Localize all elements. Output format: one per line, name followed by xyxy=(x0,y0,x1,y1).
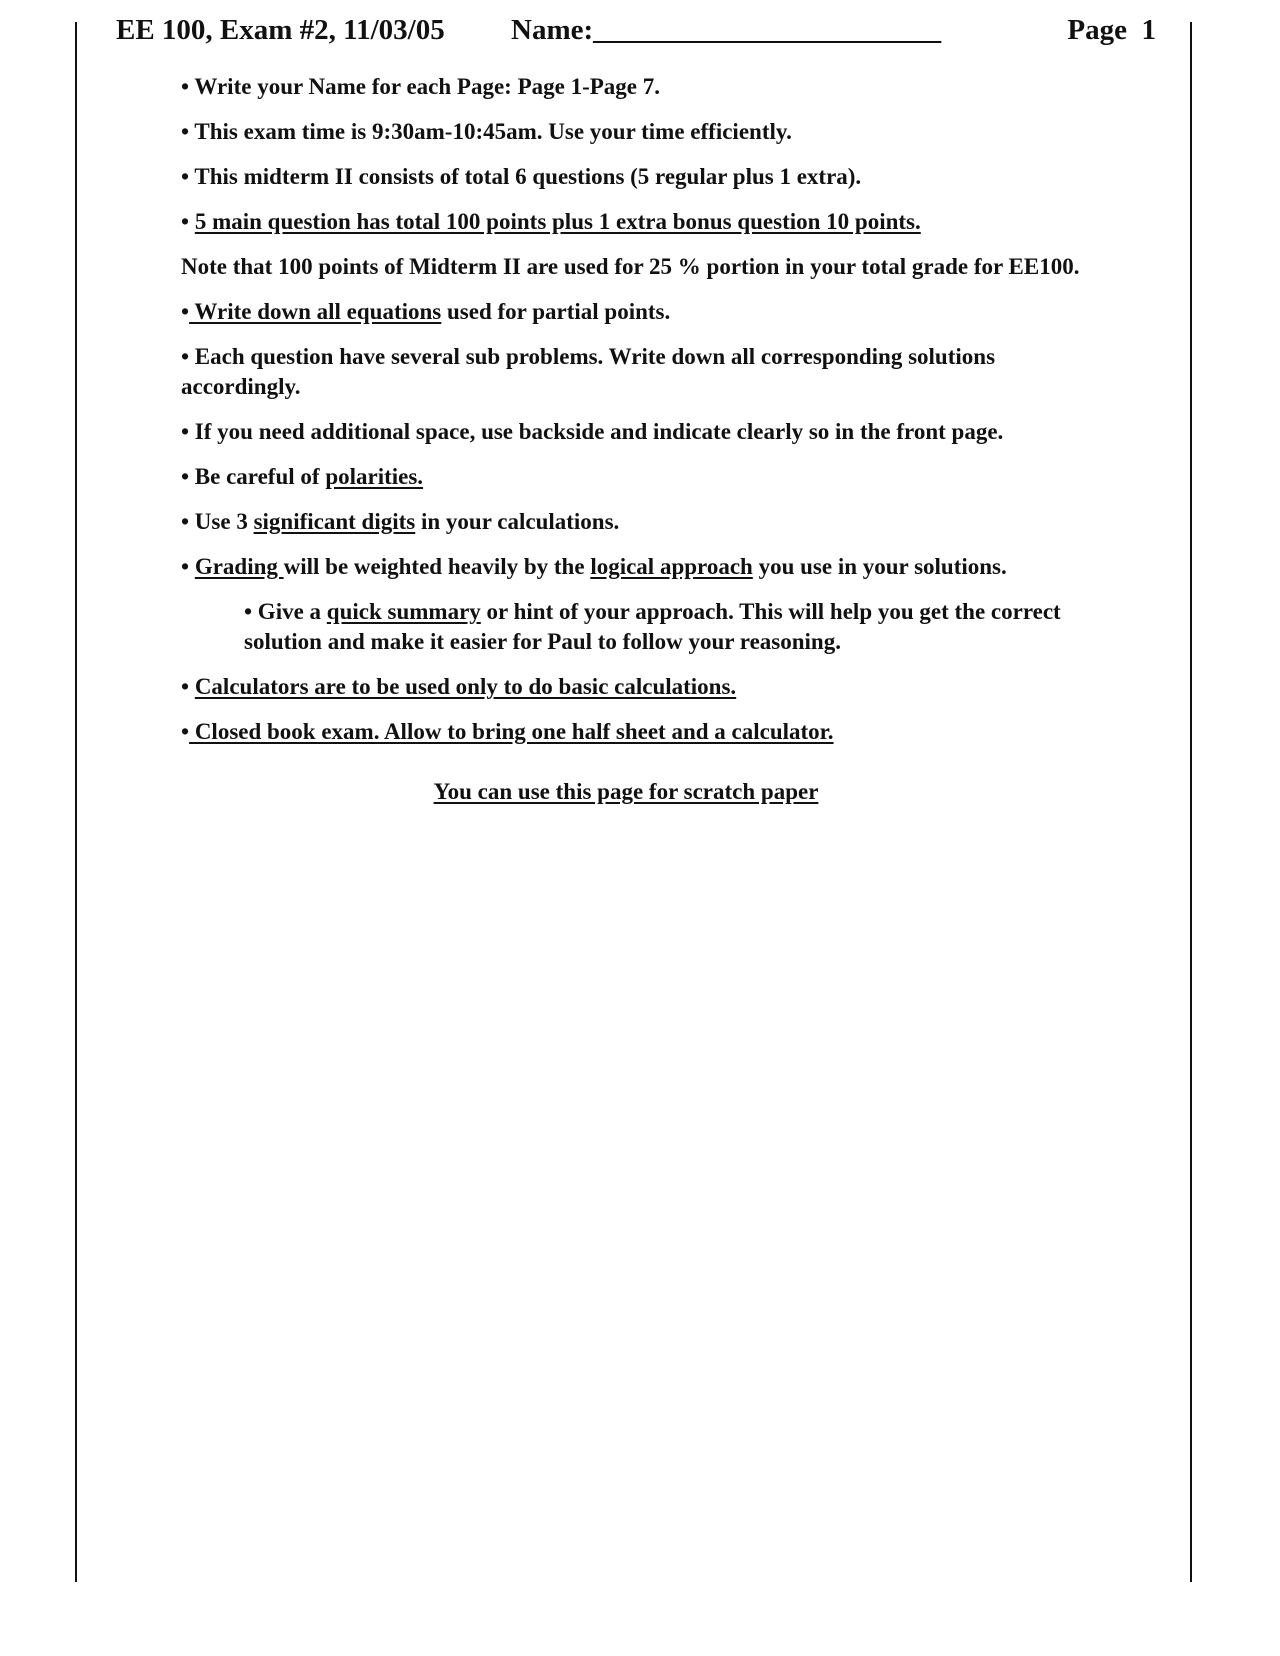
bullet: • xyxy=(181,554,195,579)
grading-text: will be weighted heavily by the xyxy=(283,554,591,579)
closed-book-underlined-text: Closed book exam. Allow to bring one half sheet and a calculator. xyxy=(189,719,834,744)
points-underlined-text: 5 main question has total 100 points plus 1 extra bonus question 10 points. xyxy=(194,209,921,234)
instruction-questions-count: • This midterm II consists of total 6 questions (5 regular plus 1 extra). xyxy=(181,164,862,189)
equations-underlined-text: Write down all equations xyxy=(189,299,442,324)
bullet: • xyxy=(181,674,195,699)
name-field: Name:________________________ xyxy=(511,14,942,46)
scratch-note-text: You can use this page for scratch paper xyxy=(433,779,819,804)
exam-title: EE 100, Exam #2, 11/03/05 xyxy=(116,14,445,46)
instruction-closed-book xyxy=(181,717,1086,747)
summary-underlined-text: quick summary xyxy=(326,599,481,624)
page-indicator xyxy=(1067,14,1156,47)
instruction-exam-time: • This exam time is 9:30am-10:45am. Use your time efficiently. xyxy=(181,119,792,144)
grading-text-end: you use in your solutions. xyxy=(752,554,1007,579)
instruction-name-each-page: • Write your Name for each Page: Page 1-Page 7. xyxy=(181,74,661,99)
calculators-underlined-text: Calculators are to be used only to do basic calculations. xyxy=(194,674,737,699)
instruction-polarities xyxy=(181,462,1086,492)
instructions xyxy=(181,72,1086,822)
bullet: • xyxy=(181,209,195,234)
page-number: 1 xyxy=(1141,14,1156,46)
polarities-underlined-text: polarities. xyxy=(325,464,424,489)
digits-text-end: in your calculations. xyxy=(415,509,620,534)
instruction-quick-summary xyxy=(244,597,1086,657)
polarities-text: • Be careful of xyxy=(181,464,326,489)
instruction-additional-space: • If you need additional space, use backside and indicate clearly so in the front page. xyxy=(181,419,1004,444)
equations-text: used for partial points. xyxy=(441,299,671,324)
logical-approach-underlined-text: logical approach xyxy=(590,554,753,579)
digits-underlined-text: significant digits xyxy=(253,509,416,534)
bullet: • xyxy=(181,299,190,324)
summary-text-end: or hint of your approach. This will help you get the correct solution and make it easier for Paul to follow your reasoning. xyxy=(244,599,1061,654)
instruction-grading xyxy=(181,552,1086,582)
instruction-grade-note: Note that 100 points of Midterm II are used for 25 % portion in your total grade for EE100. xyxy=(181,254,1080,279)
digits-text: • Use 3 xyxy=(181,509,254,534)
scratch-note xyxy=(181,777,1086,807)
bullet: • xyxy=(181,719,190,744)
instruction-points xyxy=(181,207,1086,237)
instruction-significant-digits xyxy=(181,507,1086,537)
right-margin-rule xyxy=(1190,22,1192,1582)
instruction-equations xyxy=(181,297,1086,327)
page-header xyxy=(116,14,1156,54)
grading-underlined-text: Grading xyxy=(194,554,284,579)
left-margin-rule xyxy=(75,22,77,1582)
instruction-calculators xyxy=(181,672,1086,702)
summary-text: • Give a xyxy=(244,599,327,624)
page-label: Page xyxy=(1067,14,1127,46)
instruction-sub-problems: • Each question have several sub problems. Write down all corresponding solutions accordingly. xyxy=(181,344,996,399)
